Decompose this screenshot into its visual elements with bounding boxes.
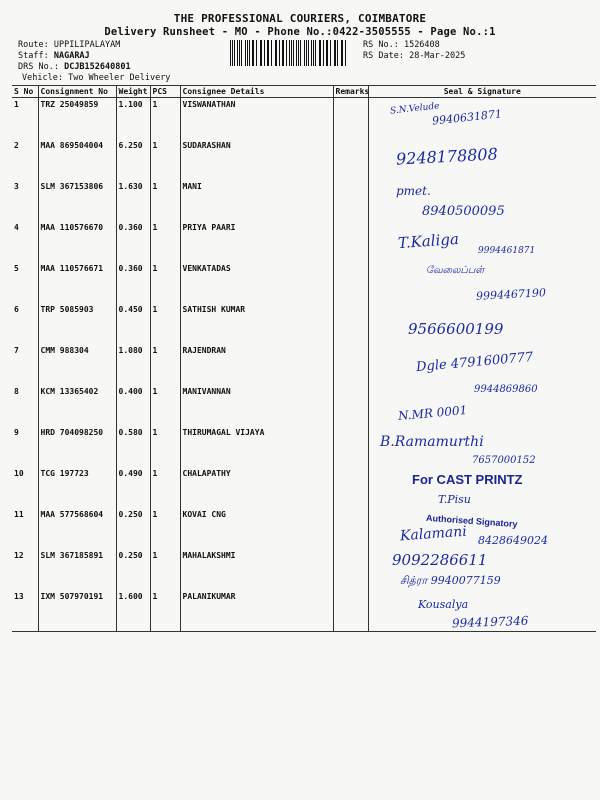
rs-date-value: 28-Mar-2025 — [409, 51, 466, 61]
cell-consignment: SLM 367153806 — [38, 180, 116, 221]
signature-13-name: Kousalya — [418, 598, 469, 611]
cell-consignment: HRD 704098250 — [38, 426, 116, 467]
route-value: UPPILIPALAYAM — [53, 40, 121, 50]
cell-remarks — [333, 467, 368, 508]
signature-6: 9566600199 — [408, 320, 504, 338]
cell-consignment: SLM 367185891 — [38, 549, 116, 590]
barcode-bar — [237, 40, 238, 66]
meta-right — [363, 40, 465, 62]
cell-pcs: 1 — [150, 426, 180, 467]
barcode-image — [230, 40, 348, 66]
cell-weight: 0.250 — [116, 549, 150, 590]
rs-date-line: RS Date: 28-Mar-2025 — [363, 51, 466, 61]
barcode-bar — [300, 40, 301, 66]
cell-pcs: 1 — [150, 385, 180, 426]
cell-consignment: MAA 110576671 — [38, 262, 116, 303]
cell-weight: 0.490 — [116, 467, 150, 508]
vehicle-line: Vehicle: Two Wheeler Delivery — [22, 73, 171, 83]
signature-12-name: சித்ரா 9940077159 — [400, 574, 501, 587]
cell-pcs: 1 — [150, 262, 180, 303]
table-row — [12, 180, 596, 221]
cell-weight: 0.580 — [116, 426, 150, 467]
cell-consignment: TRP 5085903 — [38, 303, 116, 344]
cell-weight: 1.080 — [116, 344, 150, 385]
barcode-bar — [253, 40, 254, 66]
cell-remarks — [333, 549, 368, 590]
cell-weight: 1.630 — [116, 180, 150, 221]
barcode-bar — [296, 40, 297, 66]
barcode-bar — [304, 40, 305, 66]
barcode-bar — [326, 40, 327, 66]
cell-sno: 8 — [12, 385, 38, 426]
cell-consignment: MAA 869504004 — [38, 139, 116, 180]
cell-sno: 4 — [12, 221, 38, 262]
cell-consignee: KOVAI CNG — [180, 508, 333, 549]
cell-pcs: 1 — [150, 221, 180, 262]
table-row — [12, 139, 596, 180]
cell-consignee: VISWANATHAN — [180, 98, 333, 140]
signature-5-name: வேலைப்பள் — [426, 265, 485, 276]
cell-consignee: SUDARASHAN — [180, 139, 333, 180]
cell-consignee: MANI — [180, 180, 333, 221]
cell-remarks — [333, 344, 368, 385]
signature-11-phone: 8428649024 — [478, 534, 548, 547]
cell-remarks — [333, 590, 368, 632]
cell-consignment: MAA 577568604 — [38, 508, 116, 549]
drs-value: DCJB152640801 — [64, 62, 131, 72]
cell-sno: 2 — [12, 139, 38, 180]
signature-11-name: Kalamani — [399, 523, 468, 545]
table-row — [12, 549, 596, 590]
cell-consignment: CMM 988304 — [38, 344, 116, 385]
cell-pcs: 1 — [150, 303, 180, 344]
cell-pcs: 1 — [150, 139, 180, 180]
staff-line: Staff: NAGARAJ — [18, 51, 90, 61]
cell-consignee: MANIVANNAN — [180, 385, 333, 426]
cell-sno: 3 — [12, 180, 38, 221]
signature-4-name: T.Kaliga — [397, 229, 460, 253]
cell-remarks — [333, 385, 368, 426]
col-header-weight: Weight — [116, 86, 150, 98]
table-row — [12, 98, 596, 140]
signature-4-phone: 9994461871 — [478, 246, 536, 256]
staff-value: NAGARAJ — [53, 51, 90, 61]
cell-sno: 6 — [12, 303, 38, 344]
barcode-bar — [311, 40, 312, 66]
cell-consignee: SATHISH KUMAR — [180, 303, 333, 344]
table-header-row — [12, 86, 596, 98]
cell-sno: 9 — [12, 426, 38, 467]
cell-consignment: MAA 110576670 — [38, 221, 116, 262]
col-header-signature: Seal & Signature — [368, 86, 596, 98]
rs-value: 1526408 — [403, 40, 440, 50]
cell-remarks — [333, 262, 368, 303]
cell-weight: 6.250 — [116, 139, 150, 180]
barcode-bar — [241, 40, 242, 66]
barcode-bar — [267, 40, 268, 66]
cell-weight: 1.100 — [116, 98, 150, 140]
cell-weight: 0.400 — [116, 385, 150, 426]
rs-line: RS No.: 1526408 — [363, 40, 440, 50]
signature-1-phone: 9940631871 — [431, 107, 503, 128]
signature-3-mark: pmet. — [396, 184, 431, 198]
signature-8-name: N.MR 0001 — [397, 403, 468, 423]
signature-8-phone: 9944869860 — [474, 384, 538, 395]
route-line: Route: UPPILIPALAYAM — [18, 40, 121, 50]
signature-3-phone: 8940500095 — [422, 204, 505, 219]
cell-remarks — [333, 221, 368, 262]
cell-remarks — [333, 303, 368, 344]
authorised-signatory-stamp: Authorised Signatory — [425, 512, 518, 530]
signature-7: Dgle 4791600777 — [415, 349, 534, 376]
cell-remarks — [333, 180, 368, 221]
cell-consignee: CHALAPATHY — [180, 467, 333, 508]
signature-1-name: S.N.Velude — [389, 101, 441, 117]
cell-pcs: 1 — [150, 508, 180, 549]
col-header-consignment: Consignment No — [38, 86, 116, 98]
cell-sno: 7 — [12, 344, 38, 385]
signature-10: T.Pisu — [438, 493, 471, 506]
col-header-pcs: PCS — [150, 86, 180, 98]
barcode-bar — [230, 40, 231, 66]
cell-consignee: VENKATADAS — [180, 262, 333, 303]
col-header-remarks: Remarks — [333, 86, 368, 98]
barcode-bar — [283, 40, 284, 66]
signature-9-phone: 7657000152 — [472, 455, 536, 466]
cell-weight: 0.250 — [116, 508, 150, 549]
signature-13-phone: 9944197346 — [451, 613, 529, 631]
company-stamp: For CAST PRINTZ — [412, 472, 523, 487]
barcode-bar — [330, 40, 331, 66]
cell-consignee: PRIYA PAARI — [180, 221, 333, 262]
cell-remarks — [333, 98, 368, 140]
barcode-bar — [319, 40, 320, 66]
drs-line: DRS No.: DCJB152640801 — [18, 62, 131, 72]
cell-remarks — [333, 508, 368, 549]
runsheet-title: THE PROFESSIONAL COURIERS, COIMBATORE — [173, 12, 427, 25]
cell-pcs: 1 — [150, 180, 180, 221]
cell-consignment: IXM 507970191 — [38, 590, 116, 632]
cell-sno: 1 — [12, 98, 38, 140]
col-header-consignee: Consignee Details — [180, 86, 333, 98]
col-header-sno: S No — [12, 86, 38, 98]
vehicle-value: Two Wheeler Delivery — [68, 73, 171, 83]
cell-consignment: TRZ 25049859 — [38, 98, 116, 140]
runsheet-subtitle: Delivery Runsheet - MO - Phone No.:0422-3505555 - Page No.:1 — [104, 26, 496, 38]
barcode-bar — [337, 40, 338, 66]
meta-left — [18, 40, 170, 84]
signature-9-name: B.Ramamurthi — [380, 434, 484, 450]
cell-sno: 5 — [12, 262, 38, 303]
cell-consignee: PALANIKUMAR — [180, 590, 333, 632]
cell-sno: 13 — [12, 590, 38, 632]
cell-weight: 0.360 — [116, 262, 150, 303]
cell-pcs: 1 — [150, 590, 180, 632]
barcode-bar — [268, 40, 269, 66]
barcode-bar — [289, 40, 290, 66]
cell-consignment: TCG 197723 — [38, 467, 116, 508]
cell-pcs: 1 — [150, 344, 180, 385]
cell-pcs: 1 — [150, 98, 180, 140]
cell-consignment: KCM 13365402 — [38, 385, 116, 426]
barcode-bar — [245, 40, 246, 66]
cell-pcs: 1 — [150, 549, 180, 590]
signature-12-phone: 9092286611 — [392, 551, 488, 569]
signature-5-phone: 9994467190 — [475, 286, 547, 303]
cell-weight: 0.450 — [116, 303, 150, 344]
cell-remarks — [333, 139, 368, 180]
cell-weight: 1.600 — [116, 590, 150, 632]
cell-sno: 12 — [12, 549, 38, 590]
cell-consignee: MAHALAKSHMI — [180, 549, 333, 590]
cell-remarks — [333, 426, 368, 467]
cell-pcs: 1 — [150, 467, 180, 508]
cell-consignee: THIRUMAGAL VIJAYA — [180, 426, 333, 467]
cell-weight: 0.360 — [116, 221, 150, 262]
barcode-bar — [276, 40, 277, 66]
cell-consignee: RAJENDRAN — [180, 344, 333, 385]
cell-sno: 11 — [12, 508, 38, 549]
cell-sno: 10 — [12, 467, 38, 508]
signature-2-phone: 9248178808 — [395, 144, 499, 169]
barcode-bar — [260, 40, 261, 66]
barcode-bar — [341, 40, 342, 66]
table-row — [12, 303, 596, 344]
